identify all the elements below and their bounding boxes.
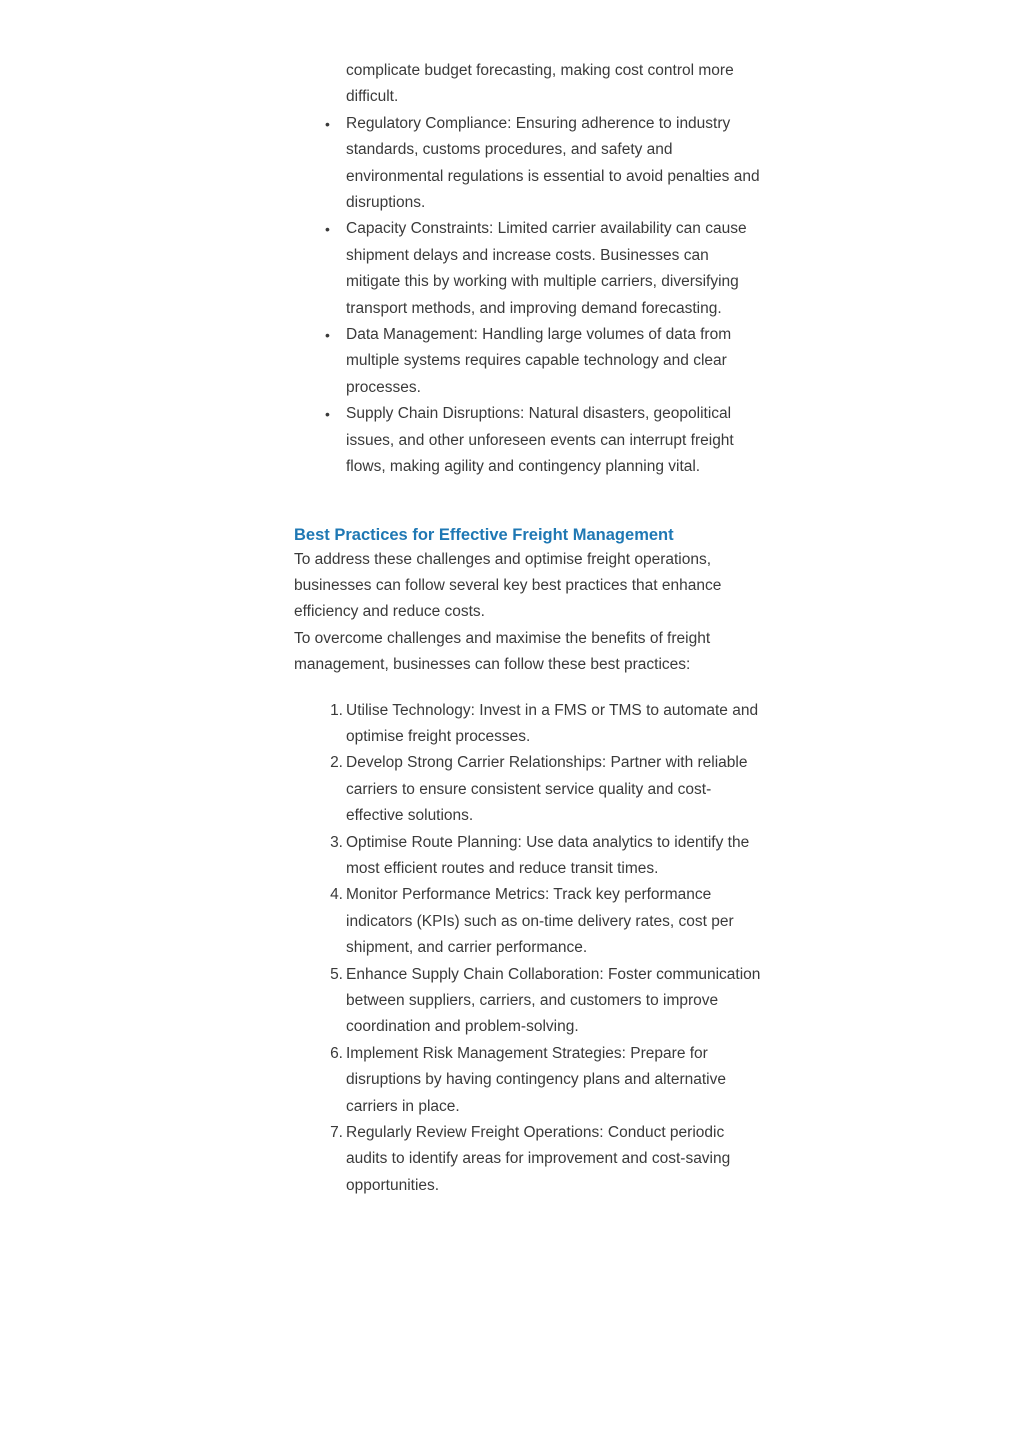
best-practice-item (294, 750, 764, 829)
list-number: 6. (330, 1044, 343, 1062)
best-practice-text: Regularly Review Freight Operations: Conduct periodic audits to identify areas for improvement and cost-saving opportunities. (346, 1124, 731, 1194)
best-practice-item (294, 830, 764, 883)
best-practice-text: Utilise Technology: Invest in a FMS or TMS to automate and optimise freight processes. (346, 701, 759, 745)
best-practice-text: Implement Risk Management Strategies: Prepare for disruptions by having contingency plans and alternative carriers in place. (346, 1044, 726, 1115)
best-practice-item (294, 1041, 764, 1120)
challenge-item (294, 322, 764, 401)
list-number: 4. (330, 886, 343, 904)
intro-paragraph-1: To address these challenges and optimise freight operations, businesses can follow several key best practices that enhance efficiency and reduce costs. (294, 550, 722, 621)
best-practice-item (294, 1120, 764, 1199)
challenge-item-continuation: complicate budget forecasting, making cost control more difficult. (346, 62, 734, 106)
challenge-item (294, 111, 764, 217)
article-body (294, 58, 764, 1199)
best-practice-text: Develop Strong Carrier Relationships: Partner with reliable carriers to ensure consistent service quality and cost-effective solutions. (346, 754, 748, 825)
challenges-list (294, 111, 764, 481)
best-practices-list (294, 698, 764, 1200)
challenge-item (294, 216, 764, 322)
list-number: 2. (330, 754, 343, 772)
bullet-marker: • (325, 327, 330, 344)
bullet-marker: • (325, 115, 330, 132)
challenge-item-text: Capacity Constraints: Limited carrier availability can cause shipment delays and increase costs. Businesses can mitigate this by working with multiple carriers, diversifying transport methods, and improving demand forecasting. (346, 220, 747, 317)
section-heading: Best Practices for Effective Freight Management (294, 525, 674, 544)
list-number: 1. (330, 701, 343, 719)
challenge-item-text: Supply Chain Disruptions: Natural disasters, geopolitical issues, and other unforeseen events can interrupt freight flows, making agility and contingency planning vital. (346, 405, 734, 476)
best-practice-text: Enhance Supply Chain Collaboration: Foster communication between suppliers, carriers, and customers to improve coordination and problem-solving. (346, 965, 761, 1036)
list-number: 3. (330, 833, 343, 851)
challenge-item (294, 401, 764, 480)
best-practice-item (294, 882, 764, 961)
bullet-marker: • (325, 221, 330, 238)
best-practice-item (294, 962, 764, 1041)
challenge-item-text: Data Management: Handling large volumes of data from multiple systems requires capable technology and clear processes. (346, 326, 732, 396)
list-number: 5. (330, 965, 343, 983)
best-practice-text: Monitor Performance Metrics: Track key performance indicators (KPIs) such as on-time delivery rates, cost per shipment, and carrier performance. (346, 886, 734, 957)
bullet-marker: • (325, 406, 330, 423)
list-number: 7. (330, 1124, 343, 1142)
best-practice-item (294, 698, 764, 751)
intro-paragraph-2: To overcome challenges and maximise the benefits of freight management, businesses can follow these best practices: (294, 629, 711, 674)
best-practice-text: Optimise Route Planning: Use data analytics to identify the most efficient routes and reduce transit times. (346, 833, 750, 877)
challenge-item-text: Regulatory Compliance: Ensuring adherence to industry standards, customs procedures, and safety and environmental regulations is essential to avoid penalties and disruptions. (346, 114, 760, 212)
